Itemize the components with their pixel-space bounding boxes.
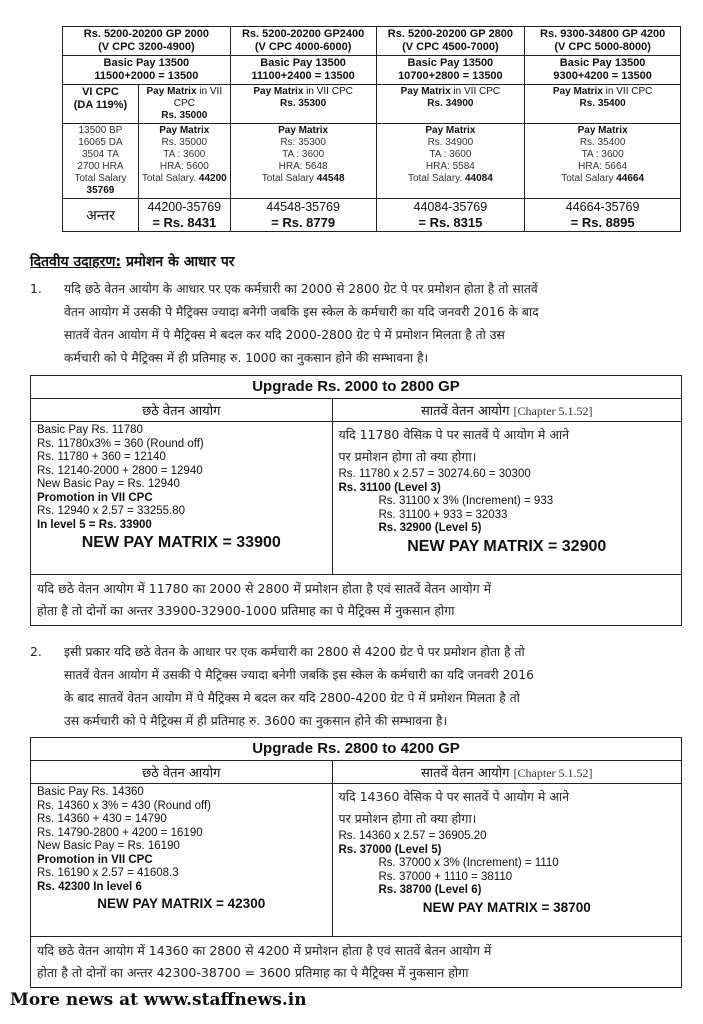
level-result: Rs. 37000 (Level 5)	[338, 843, 442, 856]
table-cell	[525, 124, 681, 199]
table-cell	[230, 56, 376, 85]
difference-calc: 44548-35769	[266, 200, 340, 214]
summary-text	[31, 575, 682, 626]
column-header-vi: छठे वेतन आयोग	[31, 399, 333, 422]
section-heading	[30, 252, 235, 271]
hindi-line: यदि 14360 वेसिक पे पर सातवें पे आयोग मे आने	[338, 789, 570, 804]
table-cell	[230, 85, 376, 124]
scale-subheader: (V CPC 5000-8000)	[554, 41, 651, 53]
table-row	[31, 937, 682, 988]
new-pay-matrix: NEW PAY MATRIX = 42300	[97, 896, 266, 911]
paragraph-2	[30, 641, 684, 733]
table-row	[63, 27, 681, 56]
difference-result: = Rs. 8431	[152, 215, 217, 230]
scale-header: Rs. 5200-20200 GP 2800	[387, 28, 513, 40]
vi-cpc-calculation	[31, 784, 333, 937]
calc-line: Rs. 12940 x 2.57 = 33255.80	[37, 505, 186, 517]
table-cell	[230, 124, 376, 199]
heading-text: प्रमोशन के आधार पर	[125, 254, 235, 270]
summary-text	[31, 937, 682, 988]
table-cell	[376, 199, 525, 232]
paragraph-number: 2.	[30, 645, 42, 659]
total-salary: Total Salary. 44084	[407, 173, 493, 184]
paragraph-line: सातवें वेतन आयोग में पे मैट्रिक्स मे बदल कर यदि 2000-2800 ग्रेट पे में प्रमोशन मिलता है तो उस	[64, 328, 505, 342]
detail-line: HRA: 5584	[425, 161, 475, 172]
footer-credit: More news at www.staffnews.in	[10, 990, 307, 1010]
column-header-vi: छठे वेतन आयोग	[31, 761, 333, 784]
new-pay-matrix: NEW PAY MATRIX = 32900	[407, 537, 607, 555]
table-cell	[230, 199, 376, 232]
new-pay-matrix: NEW PAY MATRIX = 33900	[81, 534, 281, 551]
detail-line: TA : 3600	[163, 149, 206, 160]
upgrade-title: Upgrade Rs. 2000 to 2800 GP	[31, 376, 682, 399]
calc-line: Rs. 12140-2000 + 2800 = 12940	[37, 464, 203, 477]
vi-cpc-calculation	[31, 422, 333, 575]
table-cell	[138, 124, 230, 199]
summary-line: यदि छठे वेतन आयोग में 14360 का 2800 से 4200 में प्रमोशन होता है एवं सातवें बेतन आयोग में	[37, 943, 492, 958]
difference-result: = Rs. 8315	[418, 215, 483, 230]
table-row	[31, 738, 682, 761]
table-cell	[376, 124, 525, 199]
vi-detail: Total Salary	[74, 173, 127, 184]
calc-line: Rs. 11780x3% = 360 (Round off)	[37, 437, 204, 450]
calc-line: Rs. 37000 x 3% (Increment) = 1110	[378, 857, 559, 869]
total-salary: Total Salary 44664	[561, 173, 645, 184]
calc-line: Rs. 16190 x 2.57 = 41608.3	[37, 867, 179, 879]
scale-header: Rs. 5200-20200 GP2400	[241, 28, 365, 40]
table-cell	[63, 85, 139, 124]
scale-subheader: (V CPC 3200-4900)	[98, 41, 195, 53]
paragraph-line: के बाद सातवें वेतन आयोग में पे मैट्रिक्स मे बदल कर यदि 2800-4200 ग्रेट पे में प्रमोशन मिलता है तो	[64, 691, 520, 705]
total-salary: Total Salary 44548	[261, 173, 345, 184]
paragraph-line: वेतन आयोग में उसकी पे मैट्रिक्स ज्यादा बनेगी जबकि इस स्केल के कर्मचारी का यदि जनवरी 2016 के बाद	[64, 305, 539, 319]
detail-line: Rs. 35400	[579, 137, 626, 148]
pay-matrix-label: Pay Matrix in VII CPC	[253, 86, 353, 97]
upgrade-table-1	[30, 375, 682, 626]
pay-matrix-label: Pay Matrix in VII CPC	[400, 86, 501, 97]
calc-line: New Basic Pay = Rs. 16190	[37, 840, 180, 852]
pay-matrix-label: Pay Matrix in VII CPC	[552, 86, 653, 97]
upgrade-title: Upgrade Rs. 2800 to 4200 GP	[31, 738, 682, 761]
table-row	[63, 85, 681, 124]
calc-line: Rs. 31100 + 933 = 32033	[378, 508, 508, 521]
calc-line: Basic Pay Rs. 11780	[37, 424, 143, 436]
basic-pay-calc: 11500+2000 = 13500	[94, 70, 199, 82]
detail-line: Pay Matrix	[278, 125, 329, 136]
level-result: Rs. 32900 (Level 5)	[378, 522, 482, 534]
paragraph-line: सातवें वेतन आयोग में उसकी पे मैट्रिक्स ज्यादा बनेगी जबकि इस स्केल के कर्मचारी का यदि जनवरी 2016	[64, 668, 534, 682]
detail-line: HRA: 5600	[159, 161, 209, 172]
table-cell	[138, 199, 230, 232]
pay-matrix-value: Rs. 35400	[579, 98, 626, 109]
total-salary: Total Salary. 44200	[141, 173, 227, 184]
table-cell	[138, 85, 230, 124]
paragraph-line: इसी प्रकार यदि छठे वेतन के आधार पर एक कर्मचारी का 2800 से 4200 ग्रेट पे पर प्रमोशन होता है तो	[64, 645, 525, 659]
pay-matrix-value: Rs. 34900	[427, 98, 474, 109]
table-cell	[525, 27, 681, 56]
vi-cpc-da: (DA 119%)	[73, 99, 128, 111]
scale-header: Rs. 5200-20200 GP 2000	[83, 28, 209, 40]
upgrade-table-2	[30, 737, 682, 988]
detail-line: HRA: 5664	[578, 161, 628, 172]
detail-line: Rs. 34900	[427, 137, 474, 148]
basic-pay: Basic Pay 13500	[559, 57, 646, 69]
table-row	[31, 784, 682, 937]
paragraph-line: कर्मचारी को पे मैट्रिक्स में ही प्रतिमाह रु. 1000 का नुकसान होने की सम्भावना है।	[64, 351, 429, 365]
heading-label: दितवीय उदाहरण:	[30, 254, 122, 270]
calc-line: Rs. 14360 x 2.57 = 36905.20	[338, 830, 487, 842]
hindi-line: पर प्रमोशन होगा तो क्या होगा।	[338, 811, 477, 826]
scale-subheader: (V CPC 4000-6000)	[254, 41, 352, 53]
vi-detail: 2700 HRA	[77, 161, 124, 172]
level-result: In level 5 = Rs. 33900	[37, 518, 152, 531]
paragraph-1	[30, 278, 684, 370]
promotion-label: Promotion in VII CPC	[37, 853, 153, 866]
calc-line: Rs. 31100 x 3% (Increment) = 933	[378, 495, 554, 507]
difference-calc: 44084-35769	[413, 200, 488, 214]
table-cell	[525, 85, 681, 124]
column-header-vii: सातवें वेतन आयोग [Chapter 5.1.52]	[332, 399, 682, 422]
promotion-label: Promotion in VII CPC	[37, 491, 153, 504]
level-result: Rs. 31100 (Level 3)	[338, 481, 441, 494]
detail-line: Pay Matrix	[159, 125, 210, 136]
difference-calc: 44200-35769	[147, 200, 222, 214]
detail-line: HRA: 5648	[278, 161, 328, 172]
table-cell	[376, 27, 525, 56]
pay-matrix-value: Rs. 35300	[280, 98, 327, 109]
paragraph-number: 1.	[30, 282, 42, 296]
summary-line: होता है तो दोनों का अन्तर 33900-32900-1000 प्रतिमाह का पे मैट्रिक्स में नुकसान होगा	[37, 603, 455, 618]
calc-line: Rs. 14790-2800 + 4200 = 16190	[37, 826, 203, 839]
level-result: Rs. 38700 (Level 6)	[378, 884, 482, 896]
vi-total: 35769	[86, 185, 115, 196]
table-row	[31, 422, 682, 575]
detail-line: Rs: 35300	[280, 137, 326, 148]
calc-line: Rs. 14360 x 3% = 430 (Round off)	[37, 799, 211, 812]
table-row	[31, 575, 682, 626]
paragraph-line: यदि छठे वेतन आयोग के आधार पर एक कर्मचारी का 2000 से 2800 ग्रेट पे पर प्रमोशन होता है तो सातवें	[64, 282, 538, 296]
table-cell	[376, 56, 525, 85]
vi-cpc-label: VI CPC	[82, 86, 119, 98]
scale-header: Rs. 9300-34800 GP 4200	[540, 28, 666, 40]
difference-result: = Rs. 8895	[570, 215, 635, 230]
hindi-line: यदि 11780 वेसिक पे पर सातवें पे आयोग मे आने	[338, 427, 570, 442]
basic-pay: Basic Pay 13500	[407, 57, 494, 69]
basic-pay-calc: 9300+4200 = 13500	[553, 70, 652, 82]
detail-line: Pay Matrix	[425, 125, 476, 136]
vi-detail: 13500 BP	[78, 125, 123, 136]
table-cell	[230, 27, 376, 56]
difference-result: = Rs. 8779	[271, 215, 336, 230]
detail-line: TA : 3600	[282, 149, 325, 160]
new-pay-matrix: NEW PAY MATRIX = 38700	[422, 899, 591, 915]
calc-line: Rs. 37000 + 1110 = 38110	[378, 870, 513, 883]
calc-line: New Basic Pay = Rs. 12940	[37, 478, 180, 490]
difference-label: अन्तर	[63, 199, 139, 232]
detail-line: TA : 3600	[581, 149, 624, 160]
table-cell	[376, 85, 525, 124]
table-row	[31, 399, 682, 422]
hindi-line: पर प्रमोशन होगा तो क्या होगा।	[338, 449, 477, 464]
table-row	[31, 761, 682, 784]
basic-pay: Basic Pay 13500	[103, 57, 190, 69]
table-row	[31, 376, 682, 399]
calc-line: Basic Pay Rs. 14360	[37, 786, 144, 798]
vii-cpc-calculation	[332, 422, 682, 575]
column-header-vii: सातवें वेतन आयोग [Chapter 5.1.52]	[332, 761, 682, 784]
basic-pay-calc: 11100+2400 = 13500	[251, 70, 355, 82]
table-cell	[525, 56, 681, 85]
calc-line: Rs. 11780 + 360 = 12140	[37, 451, 166, 463]
scale-subheader: (V CPC 4500-7000)	[402, 41, 499, 53]
table-cell	[63, 124, 139, 199]
paragraph-line: उस कर्मचारी को पे मैट्रिक्स में ही प्रतिमाह रु. 3600 का नुकसान होने की सम्भावना है।	[64, 714, 448, 728]
summary-line: यदि छठे वेतन आयोग में 11780 का 2000 से 2800 में प्रमोशन होता है एवं सातवें वेतन आयोग में	[37, 581, 492, 596]
detail-line: TA : 3600	[429, 149, 472, 160]
calc-line: Rs. 11780 x 2.57 = 30274.60 = 30300	[338, 468, 531, 480]
table-cell	[63, 56, 231, 85]
vi-detail: 16065 DA	[78, 137, 123, 148]
detail-line: Pay Matrix	[577, 125, 628, 136]
table-cell	[63, 27, 231, 56]
basic-pay-calc: 10700+2800 = 13500	[398, 70, 503, 82]
vii-cpc-calculation	[332, 784, 682, 937]
calc-line: Rs. 14360 + 430 = 14790	[37, 813, 167, 825]
comparison-table	[62, 26, 681, 232]
pay-matrix-label: Pay Matrix in VII CPC	[146, 86, 223, 109]
pay-matrix-value: Rs. 35000	[161, 110, 208, 121]
summary-line: होता है तो दोनों का अन्तर 42300-38700 = 3600 प्रतिमाह का पे मैट्रिक्स में नुकसान होगा	[37, 965, 469, 980]
table-row	[63, 124, 681, 199]
detail-line: Rs. 35000	[161, 137, 208, 148]
table-cell	[525, 199, 681, 232]
table-row	[63, 199, 681, 232]
basic-pay: Basic Pay 13500	[260, 57, 346, 69]
table-row	[63, 56, 681, 85]
level-result: Rs. 42300 In level 6	[37, 880, 142, 893]
vi-detail: 3504 TA	[81, 149, 119, 160]
difference-calc: 44664-35769	[565, 200, 640, 214]
